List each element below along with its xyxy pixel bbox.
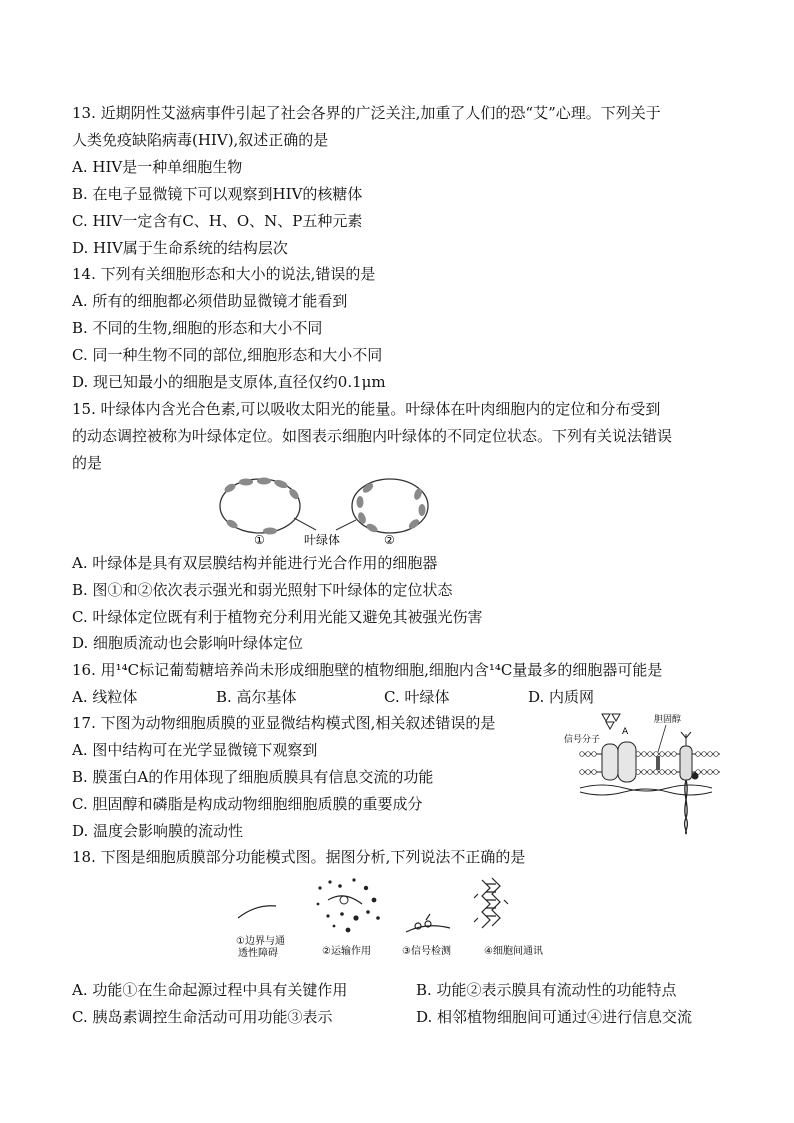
q13-option-b: B. 在电子显微镜下可以观察到HIV的核糖体 [72,185,363,203]
label-protein-a: A [622,727,629,737]
q18-option-a: A. 功能①在生命起源过程中具有关键作用 [72,981,348,999]
q15-stem-line1: 15. 叶绿体内含光合色素,可以吸收太阳光的能量。叶绿体在叶肉细胞内的定位和分布受到 [72,400,661,418]
chloroplasts-cell-1 [223,478,300,535]
caption-1-line2: 透性障碍 [238,948,278,959]
cholesterol-icon [656,756,660,770]
q16-option-a: A. 线粒体 [72,688,138,706]
caption-4: ④细胞间通讯 [484,946,543,957]
figure-label-chloroplast: 叶绿体 [304,533,341,547]
transport-icon [317,878,380,932]
caption-3: ③信号检测 [402,946,451,957]
membrane-functions-figure [230,874,560,966]
q14-option-d: D. 现已知最小的细胞是支原体,直径仅约0.1μm [72,373,386,391]
q14-option-b: B. 不同的生物,细胞的形态和大小不同 [72,319,323,337]
q15-option-d: D. 细胞质流动也会影响叶绿体定位 [72,634,304,652]
q18-option-c: C. 胰岛素调控生命活动可用功能③表示 [72,1008,333,1026]
chloroplast-figure [210,472,450,550]
q15-option-c: C. 叶绿体定位既有利于植物充分利用光能又避免其被强光伤害 [72,608,483,626]
q18-option-d: D. 相邻植物细胞间可通过④进行信息交流 [416,1008,693,1026]
phospholipid-bilayer [580,752,720,775]
q15-option-a: A. 叶绿体是具有双层膜结构并能进行光合作用的细胞器 [72,554,438,572]
q13-option-c: C. HIV一定含有C、H、O、N、P五种元素 [72,212,363,230]
q16-option-c: C. 叶绿体 [384,688,450,706]
q16-option-d: D. 内质网 [528,688,595,706]
q16-stem: 16. 用¹⁴C标记葡萄糖培养尚未形成细胞壁的植物细胞,细胞内含¹⁴C量最多的细胞器可能是 [72,661,663,679]
q18-stem: 18. 下图是细胞质膜部分功能模式图。据图分析,下列说法不正确的是 [72,848,526,866]
q15-stem-line3: 的是 [72,454,103,472]
q13-option-a: A. HIV是一种单细胞生物 [72,158,243,176]
q17-option-d: D. 温度会影响膜的流动性 [72,822,244,840]
label-signal-molecule: 信号分子 [564,735,601,745]
signal-detection-icon [406,914,450,932]
caption-2: ②运输作用 [322,946,371,957]
label-cholesterol: 胆固醇 [654,715,682,725]
q17-option-b: B. 膜蛋白A的作用体现了细胞质膜具有信息交流的功能 [72,768,434,786]
q14-stem: 14. 下列有关细胞形态和大小的说法,错误的是 [72,265,376,283]
q17-option-c: C. 胆固醇和磷脂是构成动物细胞细胞质膜的重要成分 [72,795,423,813]
q18-option-b: B. 功能②表示膜具有流动性的功能特点 [416,981,677,999]
q13-stem-line2: 人类免疫缺陷病毒(HIV),叙述正确的是 [72,131,329,149]
figure-label-1: ① [254,533,265,547]
q16-option-b: B. 高尔基体 [216,688,297,706]
q14-option-c: C. 同一种生物不同的部位,细胞形态和大小不同 [72,346,383,364]
caption-1-line1: ①边界与通 [236,936,285,947]
figure-label-2: ② [384,533,395,547]
q13-stem-line1: 13. 近期阴性艾滋病事件引起了社会各界的广泛关注,加重了人们的恐“艾”心理。下列关于 [72,104,661,122]
q15-stem-line2: 的动态调控被称为叶绿体定位。如图表示细胞内叶绿体的不同定位状态。下列有关说法错误 [72,427,673,445]
cytoskeleton-icon [580,785,712,795]
q17-stem: 17. 下图为动物细胞质膜的亚显微结构模式图,相关叙述错误的是 [72,714,496,732]
boundary-icon [238,906,276,918]
cell-communication-icon [474,878,508,928]
cell-membrane-figure [562,708,722,836]
q15-option-b: B. 图①和②依次表示强光和弱光照射下叶绿体的定位状态 [72,581,453,599]
q17-option-a: A. 图中结构可在光学显微镜下观察到 [72,741,318,759]
membrane-protein-a [602,742,636,782]
signal-molecule-icons [602,714,620,729]
glycoprotein-icon [680,732,698,780]
pointer-line-left [294,518,316,530]
q13-option-d: D. HIV属于生命系统的结构层次 [72,239,288,257]
pointer-line-right [336,520,356,530]
chloroplasts-cell-2 [357,481,426,534]
q14-option-a: A. 所有的细胞都必须借助显微镜才能看到 [72,292,348,310]
